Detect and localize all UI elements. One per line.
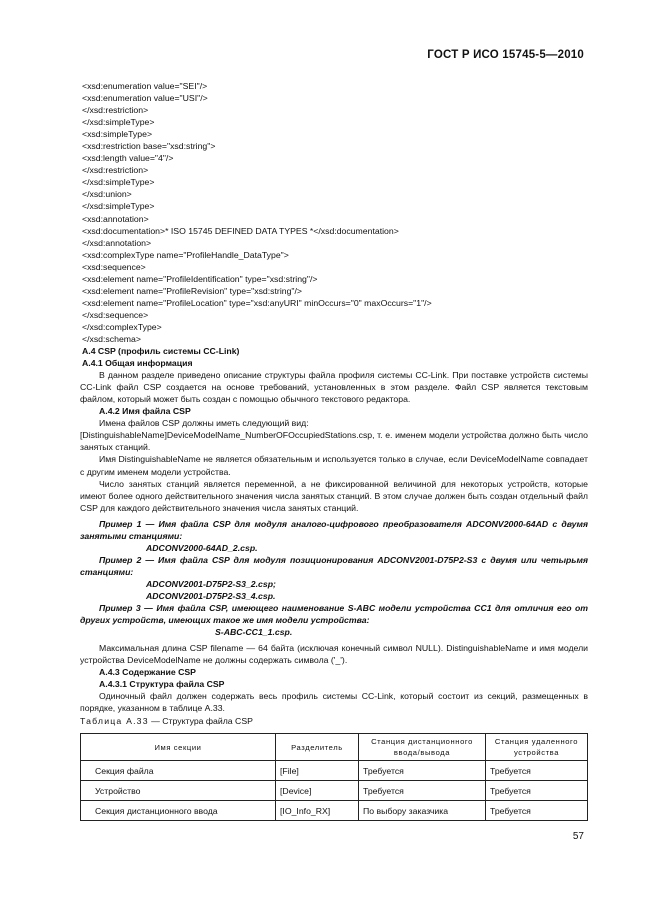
code-line: </xsd:sequence>	[82, 309, 149, 320]
table-cell: [IO_Info_RX]	[276, 801, 359, 821]
table-caption	[80, 716, 253, 726]
code-line: <xsd:length value="4"/>	[82, 153, 174, 164]
example-2: Пример 2 — Имя файла CSP для модуля позиционирования ADCONV2001-D75P2-S3 с двумя или четырьмя станциями:	[80, 554, 588, 577]
table-row	[81, 761, 588, 781]
column-header: Станция удаленного устройства	[486, 734, 588, 761]
table-row	[81, 801, 588, 821]
example-1: Пример 1 — Имя файла CSP для модуля аналого-цифрового преобразователя ADCONV2000-64AD с двумя занятыми станциями:	[80, 518, 588, 541]
code-line: <xsd:enumeration value="SEI"/>	[82, 81, 208, 91]
paragraph: Одиночный файл должен содержать весь профиль системы CC-Link, который состоит из секций, размещенных в порядке, указанном в таблице А.33.	[80, 691, 588, 714]
xsd-code-block	[80, 80, 588, 345]
code-line: </xsd:schema>	[82, 333, 141, 344]
code-line: </xsd:annotation>	[82, 237, 152, 248]
table-row	[81, 781, 588, 801]
code-line: </xsd:restriction>	[82, 105, 149, 116]
code-line: <xsd:documentation>* ISO 15745 DEFINED DATA TYPES *</xsd:documentation>	[82, 225, 399, 236]
table-cell: Секция файла	[81, 761, 276, 781]
table-cell: Требуется	[359, 781, 486, 801]
paragraph: Имя DistinguishableName не является обязательным и используется только в случае, если DeviceModelName совпадает с другим именем модели устройства.	[80, 454, 588, 477]
code-line: <xsd:restriction base="xsd:string">	[82, 141, 216, 152]
table-cell: [File]	[276, 761, 359, 781]
column-header: Разделитель	[276, 734, 359, 761]
table-cell: Требуется	[486, 781, 588, 801]
code-line: </xsd:complexType>	[82, 321, 162, 332]
code-line: <xsd:element name="ProfileLocation" type="xsd:anyURI" minOccurs="0" maxOccurs="1"/>	[82, 297, 432, 308]
paragraph: Число занятых станций является переменной, а не фиксированной величиной для некоторых устройств, которые имеют более одного действительного значения числа занятых станций. В этом случае должен быть создан отдельный файл CSP для каждого действительного значения числа занятых станций.	[80, 478, 588, 513]
standard-header: ГОСТ Р ИСО 15745-5—2010	[427, 49, 584, 61]
code-line: <xsd:simpleType>	[82, 129, 153, 140]
code-line: </xsd:simpleType>	[82, 201, 155, 212]
code-line: <xsd:annotation>	[82, 213, 149, 224]
column-header: Станция дистанционного ввода/вывода	[359, 734, 486, 761]
table-cell: По выбору заказчика	[359, 801, 486, 821]
code-line: <xsd:enumeration value="USI"/>	[82, 93, 208, 104]
table-cell: [Device]	[276, 781, 359, 801]
csp-structure-table	[80, 733, 588, 821]
table-title: — Структура файла CSP	[151, 716, 253, 726]
example-3: Пример 3 — Имя файла CSP, имеющего наименование S-ABC модели устройства CC1 для отличия его от других устройств, имеющих такое же имя модели устройства:	[80, 603, 588, 626]
table-cell: Секция дистанционного ввода	[81, 801, 276, 821]
code-line: <xsd:complexType name="ProfileHandle_DataType">	[82, 249, 289, 260]
code-line: </xsd:restriction>	[82, 165, 149, 176]
page-number: 57	[572, 831, 584, 842]
section-heading-a41: A.4.1 Общая информация	[82, 358, 193, 369]
code-line: </xsd:simpleType>	[82, 177, 155, 188]
section-heading-a431: A.4.3.1 Структура файла CSP	[99, 679, 225, 690]
section-heading-a43: A.4.3 Содержание CSP	[99, 667, 196, 678]
code-line: <xsd:sequence>	[82, 261, 146, 272]
example-filename: ADCONV2001-D75P2-S3_4.csp.	[146, 590, 276, 601]
table-cell: Требуется	[486, 761, 588, 781]
code-line: <xsd:element name="ProfileIdentification" type="xsd:string"/>	[82, 273, 318, 284]
table-label: Таблица А.33	[80, 716, 149, 726]
table-cell: Требуется	[359, 761, 486, 781]
document-body	[80, 80, 588, 714]
paragraph: Имена файлов CSP должны иметь следующий вид:	[99, 418, 309, 429]
table-cell: Устройство	[81, 781, 276, 801]
table-cell: Требуется	[486, 801, 588, 821]
paragraph: В данном разделе приведено описание структуры файла профиля системы CC-Link. При поставке устройств системы CC-Link файл CSP создается на основе требований, установленных в этом разделе. Файл CSP является текстовым файлом, который может быть создан с помощью обычного текстового редактора.	[80, 370, 588, 405]
section-heading-a42: A.4.2 Имя файла CSP	[99, 406, 191, 417]
code-line: </xsd:union>	[82, 189, 132, 200]
table-header-row	[81, 734, 588, 761]
paragraph: Максимальная длина CSP filename — 64 байта (исключая конечный символ NULL). DistinguishableName и имя модели устройства DeviceModelName не должны содержать символа ('_').	[80, 643, 588, 666]
code-line: </xsd:simpleType>	[82, 117, 155, 128]
section-heading-a4: A.4 CSP (профиль системы CC-Link)	[82, 346, 240, 357]
example-filename: ADCONV2001-D75P2-S3_2.csp;	[146, 578, 276, 589]
code-line: <xsd:element name="ProfileRevision" type="xsd:string"/>	[82, 285, 302, 296]
paragraph: [DistinguishableName]DeviceModelName_NumberOFOccupiedStations.csp, т. е. именем модели устройства должно быть число занятых станций.	[80, 430, 588, 453]
example-filename: ADCONV2000-64AD_2.csp.	[146, 542, 258, 553]
column-header: Имя секции	[81, 734, 276, 761]
example-filename: S-ABC-CC1_1.csp.	[215, 627, 293, 638]
